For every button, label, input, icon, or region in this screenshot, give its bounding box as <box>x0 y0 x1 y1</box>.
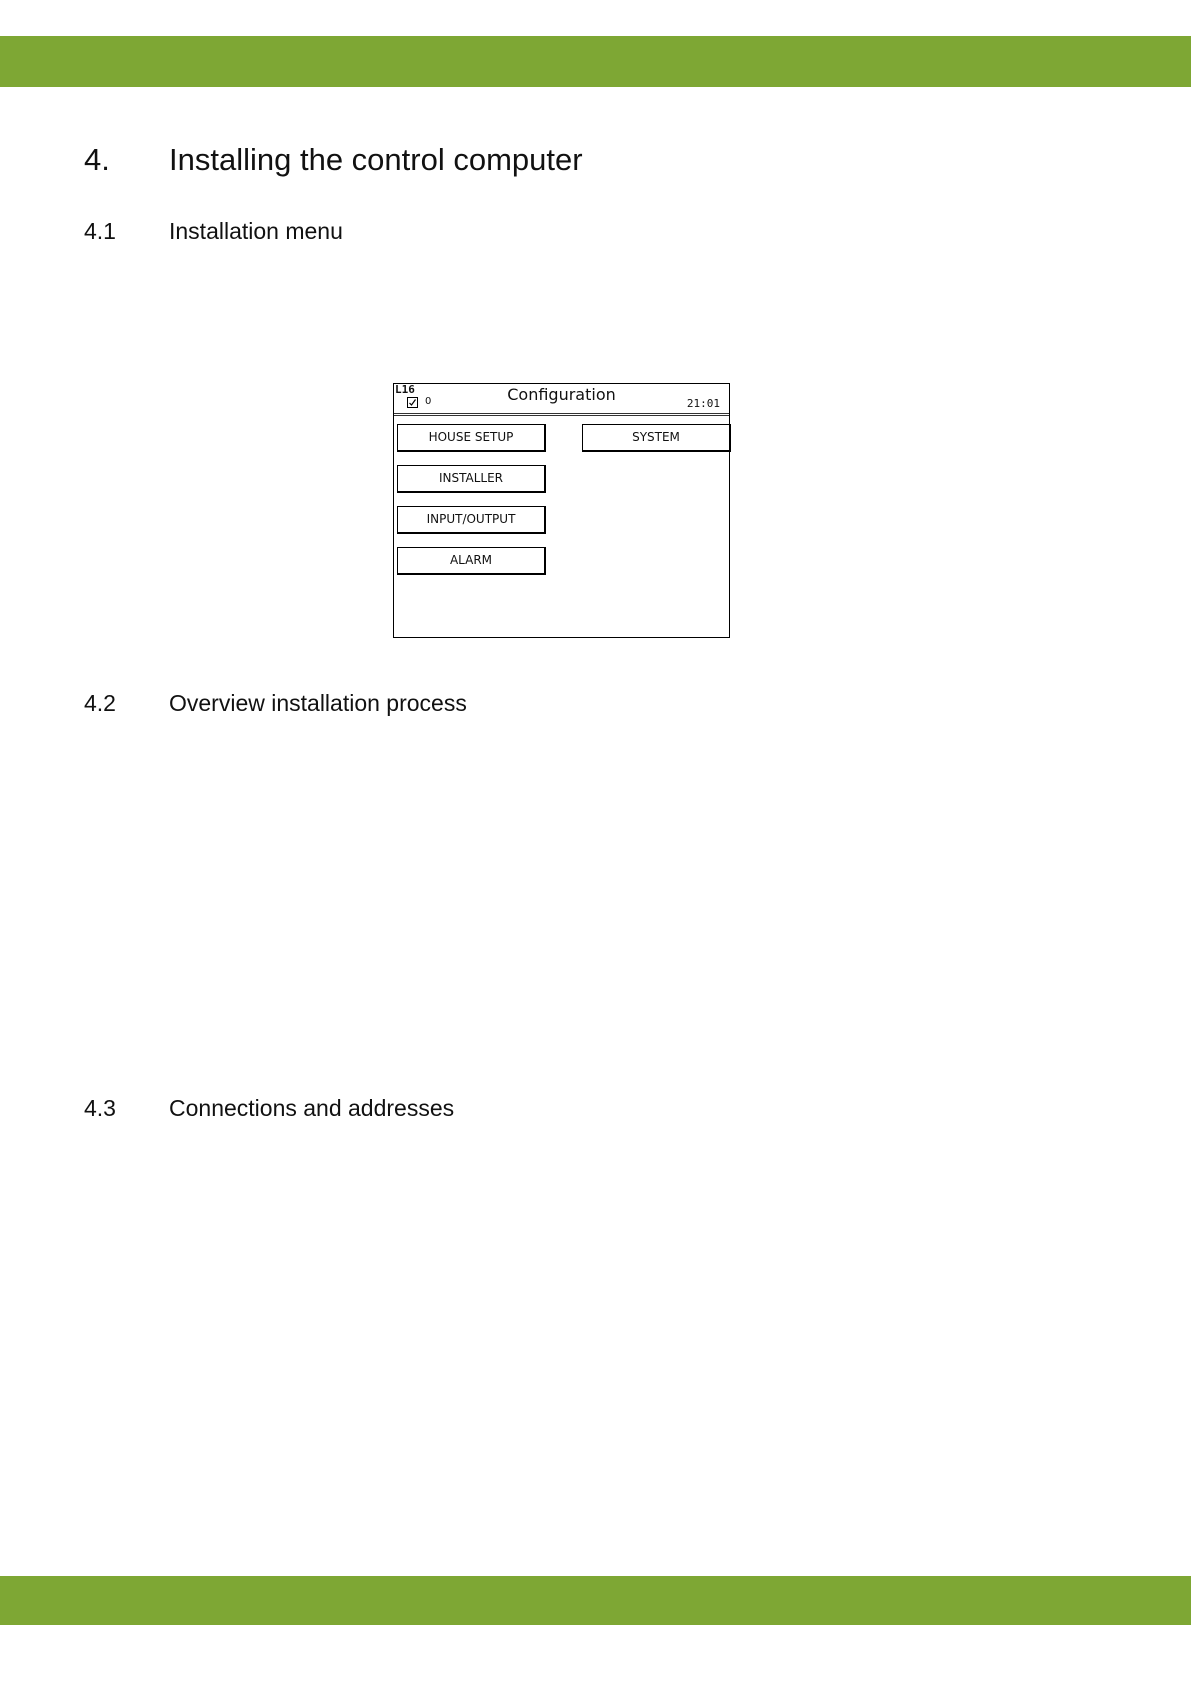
footer-band <box>0 1576 1191 1625</box>
installer-button[interactable]: INSTALLER <box>397 465 546 493</box>
section-number: 4.2 <box>84 690 116 716</box>
section-number: 4.3 <box>84 1095 116 1121</box>
chapter-number: 4. <box>84 142 110 177</box>
system-button[interactable]: SYSTEM <box>582 424 731 452</box>
section-heading-connections <box>84 1095 454 1122</box>
house-setup-button[interactable]: HOUSE SETUP <box>397 424 546 452</box>
screen-title: Configuration <box>507 385 616 404</box>
screen-time: 21:01 <box>686 397 720 410</box>
screen-code: L16 <box>395 383 415 396</box>
chapter-title: Installing the control computer <box>169 142 583 177</box>
chapter-heading <box>84 142 583 178</box>
section-number: 4.1 <box>84 218 116 244</box>
section-title: Installation menu <box>169 218 343 244</box>
alarm-button[interactable]: ALARM <box>397 547 546 575</box>
section-title: Connections and addresses <box>169 1095 455 1121</box>
header-band <box>0 36 1191 87</box>
section-heading-overview <box>84 690 467 717</box>
section-heading-installation-menu <box>84 218 343 245</box>
input-output-button[interactable]: INPUT/OUTPUT <box>397 506 546 534</box>
screen-count: 0 <box>425 396 432 407</box>
screen-header <box>394 384 729 416</box>
configuration-screen <box>393 383 730 638</box>
section-title: Overview installation process <box>169 690 467 716</box>
